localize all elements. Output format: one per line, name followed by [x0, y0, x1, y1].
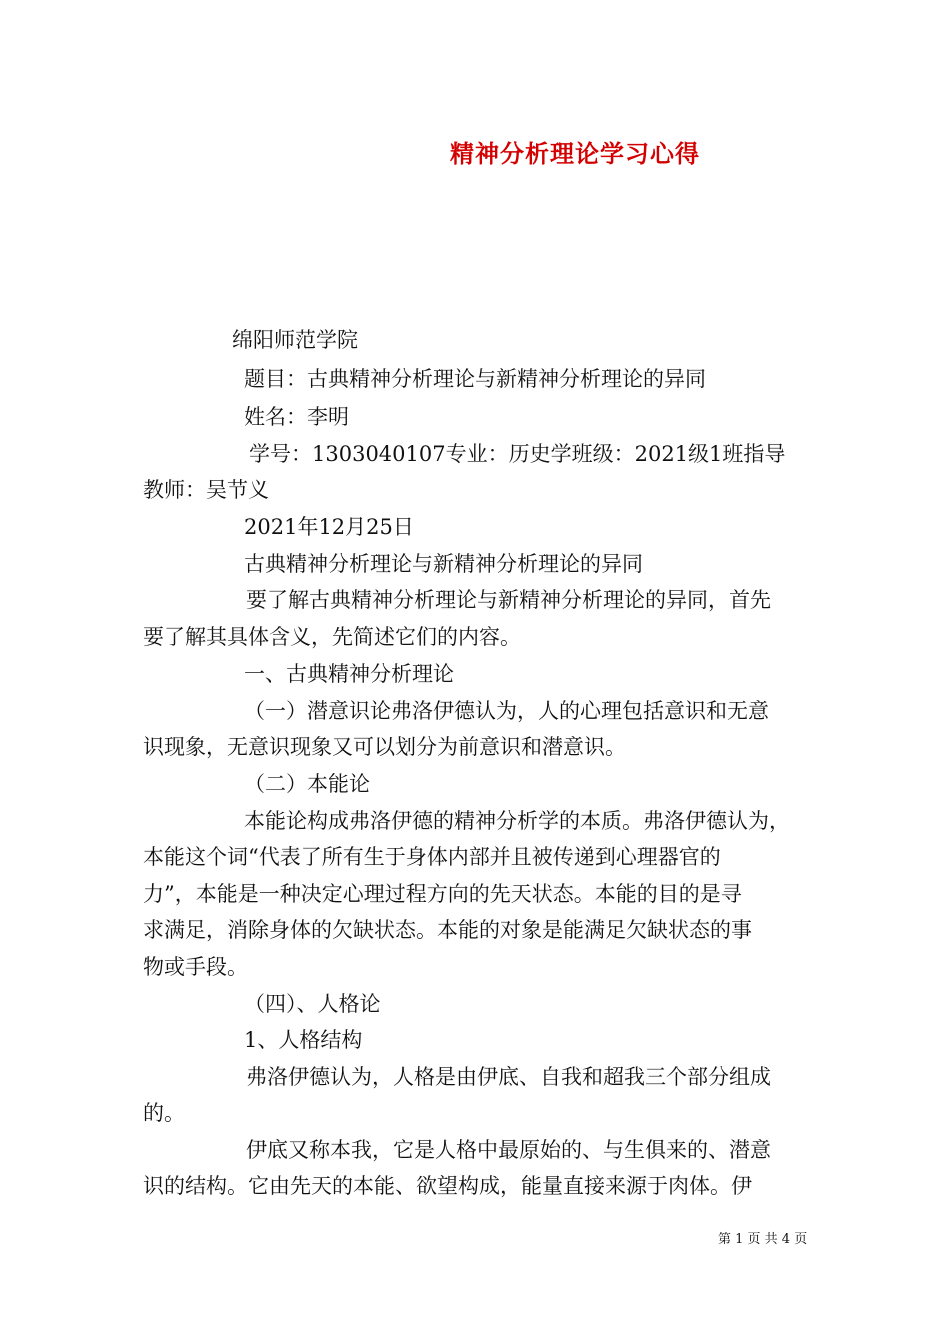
- text-line-intro-1: 要了解古典精神分析理论与新精神分析理论的异同，首先: [246, 588, 771, 612]
- text-line-topic: 题目：古典精神分析理论与新精神分析理论的异同: [244, 367, 706, 391]
- text-line-section-1b: 识现象，无意识现象又可以划分为前意识和潜意识。: [143, 735, 626, 759]
- text-line-instinct-3: 力”，本能是一种决定心理过程方向的先天状态。本能的目的是寻: [143, 882, 742, 906]
- text-line-structure-1: 弗洛伊德认为，人格是由伊底、自我和超我三个部分组成: [246, 1065, 771, 1089]
- text-line-section-1a: （一）潜意识论弗洛伊德认为，人的心理包括意识和无意: [244, 699, 769, 723]
- text-line-student-info: 学号：1303040107专业：历史学班级：2021级1班指导: [249, 442, 786, 466]
- page-footer: 第 1 页 共 4 页: [718, 1232, 808, 1247]
- document-title: 精神分析理论学习心得: [450, 139, 700, 168]
- text-line-instinct-5: 物或手段。: [143, 955, 248, 979]
- text-line-name: 姓名：李明: [244, 405, 349, 429]
- text-line-institution: 绵阳师范学院: [232, 328, 358, 352]
- text-line-instinct-4: 求满足，消除身体的欠缺状态。本能的对象是能满足欠缺状态的事: [143, 918, 752, 942]
- text-line-section-4: （四）、人格论: [244, 992, 381, 1016]
- text-line-date: 2021年12月25日: [244, 515, 414, 539]
- text-line-id-1: 伊底又称本我，它是人格中最原始的、与生俱来的、潜意: [246, 1138, 771, 1162]
- text-line-id-2: 识的结构。它由先天的本能、欲望构成，能量直接来源于肉体。伊: [143, 1174, 752, 1198]
- text-line-instinct-1: 本能论构成弗洛伊德的精神分析学的本质。弗洛伊德认为，: [244, 809, 790, 833]
- text-line-intro-2: 要了解其具体含义，先简述它们的内容。: [143, 625, 521, 649]
- text-line-structure-2: 的。: [143, 1101, 185, 1125]
- text-line-section-2: （二）本能论: [244, 772, 370, 796]
- text-line-subtitle: 古典精神分析理论与新精神分析理论的异同: [244, 552, 643, 576]
- text-line-structure: 1、人格结构: [244, 1028, 363, 1052]
- text-line-instinct-2: 本能这个词“代表了所有生于身体内部并且被传递到心理器官的: [143, 845, 721, 869]
- text-line-heading-1: 一、古典精神分析理论: [244, 662, 454, 686]
- text-line-teacher: 教师：吴节义: [143, 478, 269, 502]
